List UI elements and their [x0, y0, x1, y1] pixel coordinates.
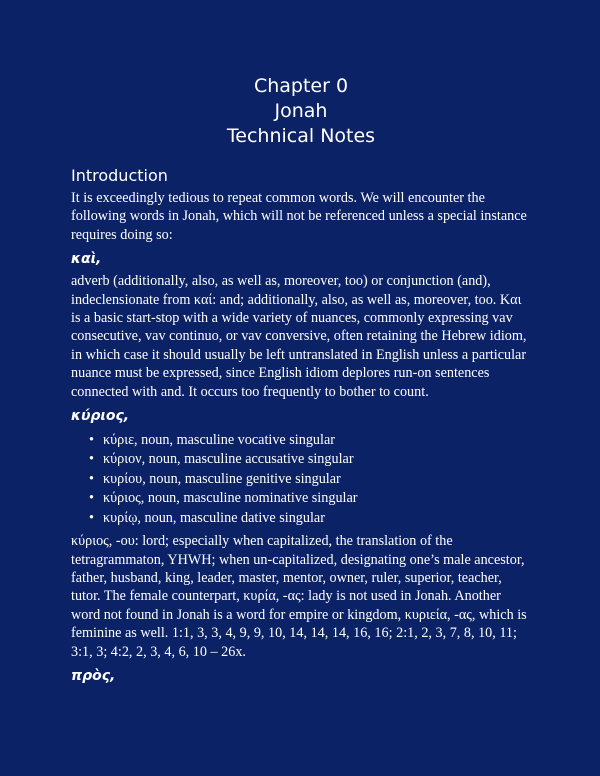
title-line-chapter: Chapter 0 [253, 75, 349, 97]
list-item: • κύριος, noun, masculine nominative singular [89, 489, 531, 508]
definition-kai: adverb (additionally, also, as well as, moreover, too) or conjunction (and), indeclensionate from καί: and; additionally, also, as well as, moreover, too. Kαι is a basic start-stop with a wide variety of nuances, commonly expressing vav consecutive, vav continuo, or vav conversive, often retaining the Hebrew idiom, in which case it should usually be left untranslated in English unless a particular nuance must be expressed, since English idiom deplores run-on sentences connected with and. It occurs too frequently to bother to count. [71, 273, 527, 400]
term-pros: πρὸς, [71, 667, 116, 684]
introduction-heading: Introduction [71, 166, 168, 185]
list-item: • κύριε, noun, masculine vocative singular [89, 431, 531, 450]
definition-kyrios: κύριος, -ου: lord; especially when capitalized, the translation of the tetragrammaton, YHWH; when un-capitalized, designating one’s male ancestor, father, husband, king, leader, master, mentor, owner, ruler, superior, teacher, tutor. The female counterpart, κυρία, -ας: lady is not used in Jonah. Another word not found in Jonah is a word for empire or kingdom, κυριεία, -ας, which is feminine as well. 1:1, 3, 3, 4, 9, 9, 10, 14, 14, 14, 16, 16; 2:1, 2, 3, 7, 8, 10, 11; 3:1, 3; 4:2, 2, 3, 4, 6, 10 – 26x. [71, 533, 527, 660]
introduction-text: It is exceedingly tedious to repeat common words. We will encounter the following words in Jonah, which will not be referenced unless a special instance requires doing so: [71, 190, 527, 243]
title-line-subtitle: Technical Notes [226, 125, 376, 147]
title-line-book: Jonah [274, 100, 328, 122]
term-kyrios: κύριος, [71, 408, 130, 425]
list-item: • κύριον, noun, masculine accusative singular [89, 450, 531, 469]
document-page [71, 74, 531, 687]
kyrios-forms-list [71, 431, 531, 528]
list-item: • κυρίῳ, noun, masculine dative singular [89, 509, 531, 528]
chapter-title [71, 74, 531, 149]
term-kai: καὶ, [71, 251, 102, 268]
list-item: • κυρίου, noun, masculine genitive singular [89, 470, 531, 489]
